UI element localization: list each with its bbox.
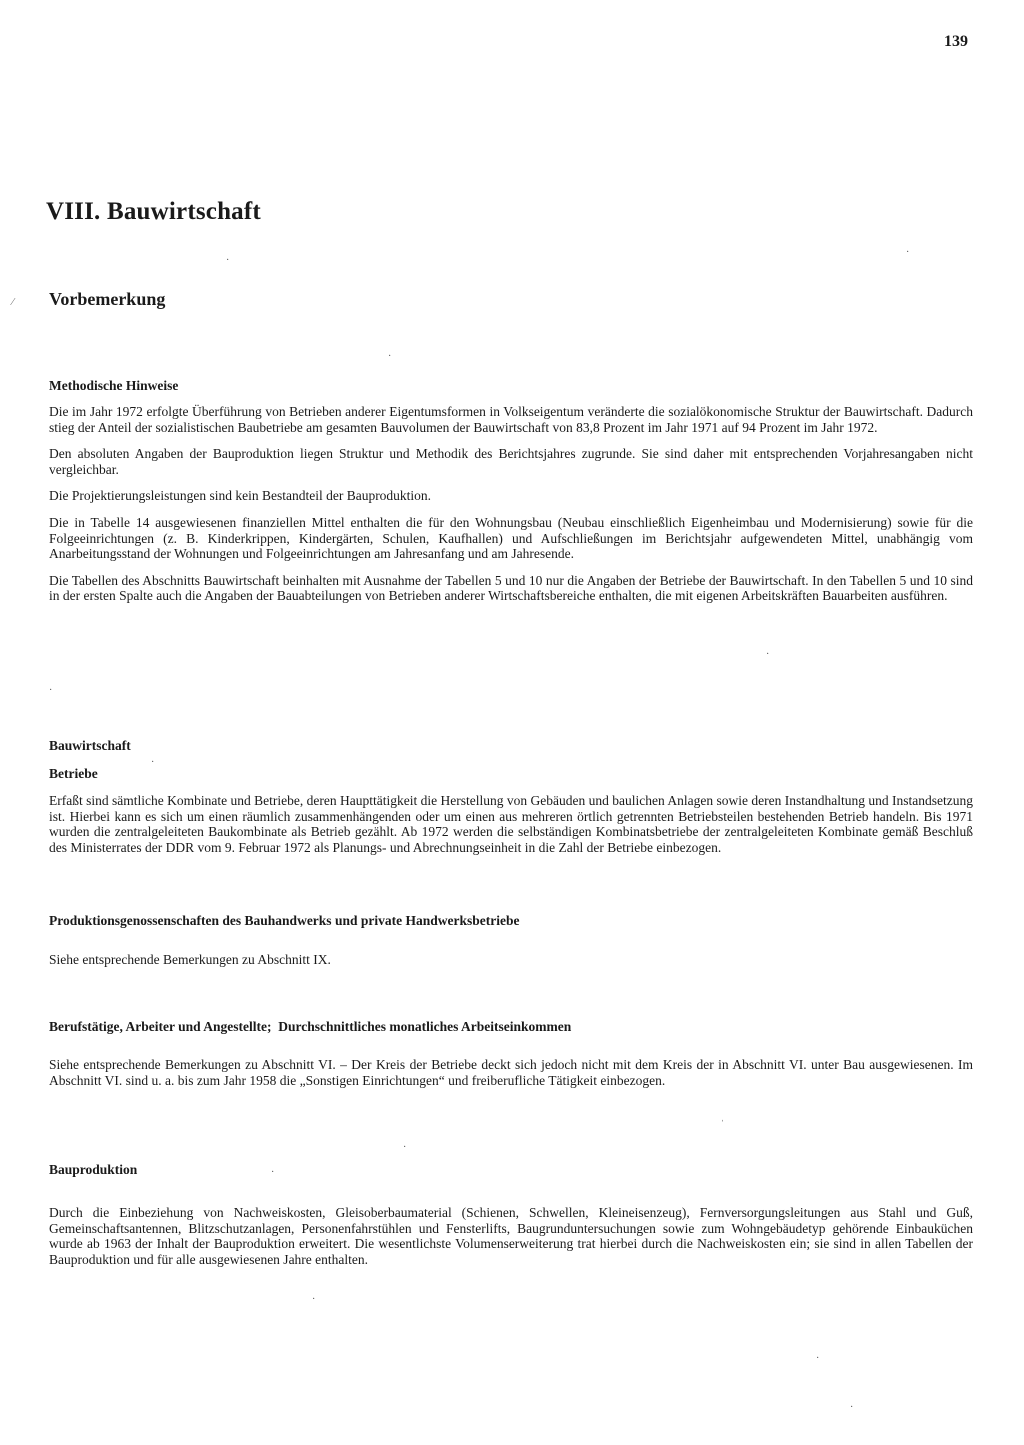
scan-mark: · — [766, 649, 770, 660]
section-title: Vorbemerkung — [49, 289, 166, 309]
pgh-heading: Produktionsgenossenschaften des Bauhandwerks und private Handwerksbetriebe — [49, 913, 520, 928]
paragraph: Die Projektierungsleistungen sind kein Bestandteil der Bauproduktion. — [49, 488, 432, 504]
scan-mark: · — [816, 1353, 820, 1364]
scan-mark: · — [403, 1142, 407, 1153]
bauwirtschaft-section — [49, 738, 973, 855]
bauproduktion-heading: Bauproduktion — [49, 1162, 138, 1177]
betriebe-heading: Betriebe — [49, 766, 98, 781]
paragraph: Die im Jahr 1972 erfolgte Überführung von Betrieben anderer Eigentumsformen in Volkseigentum veränderte die sozialökonomische Struktur der Bauwirtschaft. Dadurch stieg der Anteil der sozialistischen Baubetriebe am gesamten Bauvolumen der Bauwirtschaft von 83,8 Prozent im Jahr 1971 auf 94 Prozent im Jahr 1972. — [49, 404, 973, 435]
scan-mark: ⁄ — [12, 297, 14, 308]
berufstaetige-paragraph: Siehe entsprechende Bemerkungen zu Abschnitt VI. – Der Kreis der Betriebe deckt sich jedoch nicht mit dem Kreis der in Abschnitt VI. unter Bau ausgewiesenen. Im Abschnitt VI. sind u. a. bis zum Jahr 1958 die „Sonstigen Einrichtungen“ und freiberufliche Tätigkeit einbezogen. — [49, 1057, 973, 1088]
scan-mark: · — [906, 247, 910, 258]
betriebe-paragraph: Erfaßt sind sämtliche Kombinate und Betriebe, deren Haupttätigkeit die Herstellung von Gebäuden und baulichen Anlagen sowie deren Instandhaltung und Instandsetzung ist. Hierbei kann es sich um einen räumlich zusammenhängenden oder um einen aus mehreren örtlich getrennten Betriebsteilen bestehenden Betrieb handeln. Bis 1971 wurden die zentralgeleiteten Baukombinate als Betrieb gezählt. Ab 1972 werden die selbständigen Kombinatsbetriebe der zentralgeleiteten Kombinate gemäß Beschluß des Ministerrates der DDR vom 9. Februar 1972 als Planungs- und Abrechnungseinheit in die Zahl der Betriebe einbezogen. — [49, 793, 973, 855]
paragraph: Die in Tabelle 14 ausgewiesenen finanziellen Mittel enthalten die für den Wohnungsbau (Neubau einschließlich Eigenheimbau und Modernisierung) sowie für die Folgeeinrichtungen (z. B. Kinderkrippen, Kindergärten, Schulen, Kaufhallen) und Aufschließungen im Berichtsjahr aufgewendeten Mittel, unabhängig vom Anarbeitungsstand der Wohnungen und Folgeeinrichtungen am Jahresanfang und am Jahresende. — [49, 514, 973, 562]
scan-mark: · — [226, 255, 230, 266]
berufstaetige-heading: Berufstätige, Arbeiter und Angestellte; Durchschnittliches monatliches Arbeitseinkommen — [49, 1019, 572, 1034]
pgh-section — [49, 913, 973, 968]
scan-mark: · — [388, 351, 392, 362]
scan-mark: · — [312, 1294, 316, 1305]
berufstaetige-section — [49, 1019, 973, 1088]
scan-mark: · — [151, 757, 155, 768]
methodische-hinweise-heading: Methodische Hinweise — [49, 378, 179, 393]
paragraph: Den absoluten Angaben der Bauproduktion liegen Struktur und Methodik des Berichtsjahres zugrunde. Sie sind daher mit entsprechenden Vorjahresangaben nicht vergleichbar. — [49, 446, 973, 477]
pgh-paragraph: Siehe entsprechende Bemerkungen zu Abschnitt IX. — [49, 952, 331, 967]
scan-mark: · — [850, 1402, 854, 1413]
page-number: 139 — [944, 33, 968, 50]
chapter-title: VIII. Bauwirtschaft — [46, 198, 261, 225]
methodische-hinweise-section — [49, 378, 973, 604]
scan-mark: · — [271, 1167, 275, 1178]
scan-mark: ˈ — [721, 1119, 725, 1130]
paragraph: Die Tabellen des Abschnitts Bauwirtschaft beinhalten mit Ausnahme der Tabellen 5 und 10 nur die Angaben der Betriebe der Bauwirtschaft. In den Tabellen 5 und 10 sind in der ersten Spalte auch die Angaben der Bauabteilungen von Betrieben anderer Wirtschaftsbereiche enthalten, die mit eigenen Arbeitskräften Bauarbeiten ausführen. — [49, 572, 973, 604]
bauwirtschaft-heading: Bauwirtschaft — [49, 738, 131, 753]
bauproduktion-paragraph: Durch die Einbeziehung von Nachweiskosten, Gleisoberbaumaterial (Schienen, Schwellen, Kleineisenzeug), Fernversorgungsleitungen aus Stahl und Guß, Gemeinschaftsantennen, Blitzschutzanlagen, Personenfahrstühlen und Fensterlifts, Baugrunduntersuchungen sowie zum Wohngebäudetyp gehörende Einbauküchen wurde ab 1963 der Inhalt der Bauproduktion erweitert. Die wesentlichste Volumenserweiterung trat hierbei durch die Nachweiskosten ein; sie sind in allen Tabellen der Bauproduktion und für alle ausgewiesenen Jahre enthalten. — [49, 1205, 973, 1267]
scan-mark: · — [49, 685, 53, 696]
bauproduktion-section — [49, 1162, 973, 1267]
